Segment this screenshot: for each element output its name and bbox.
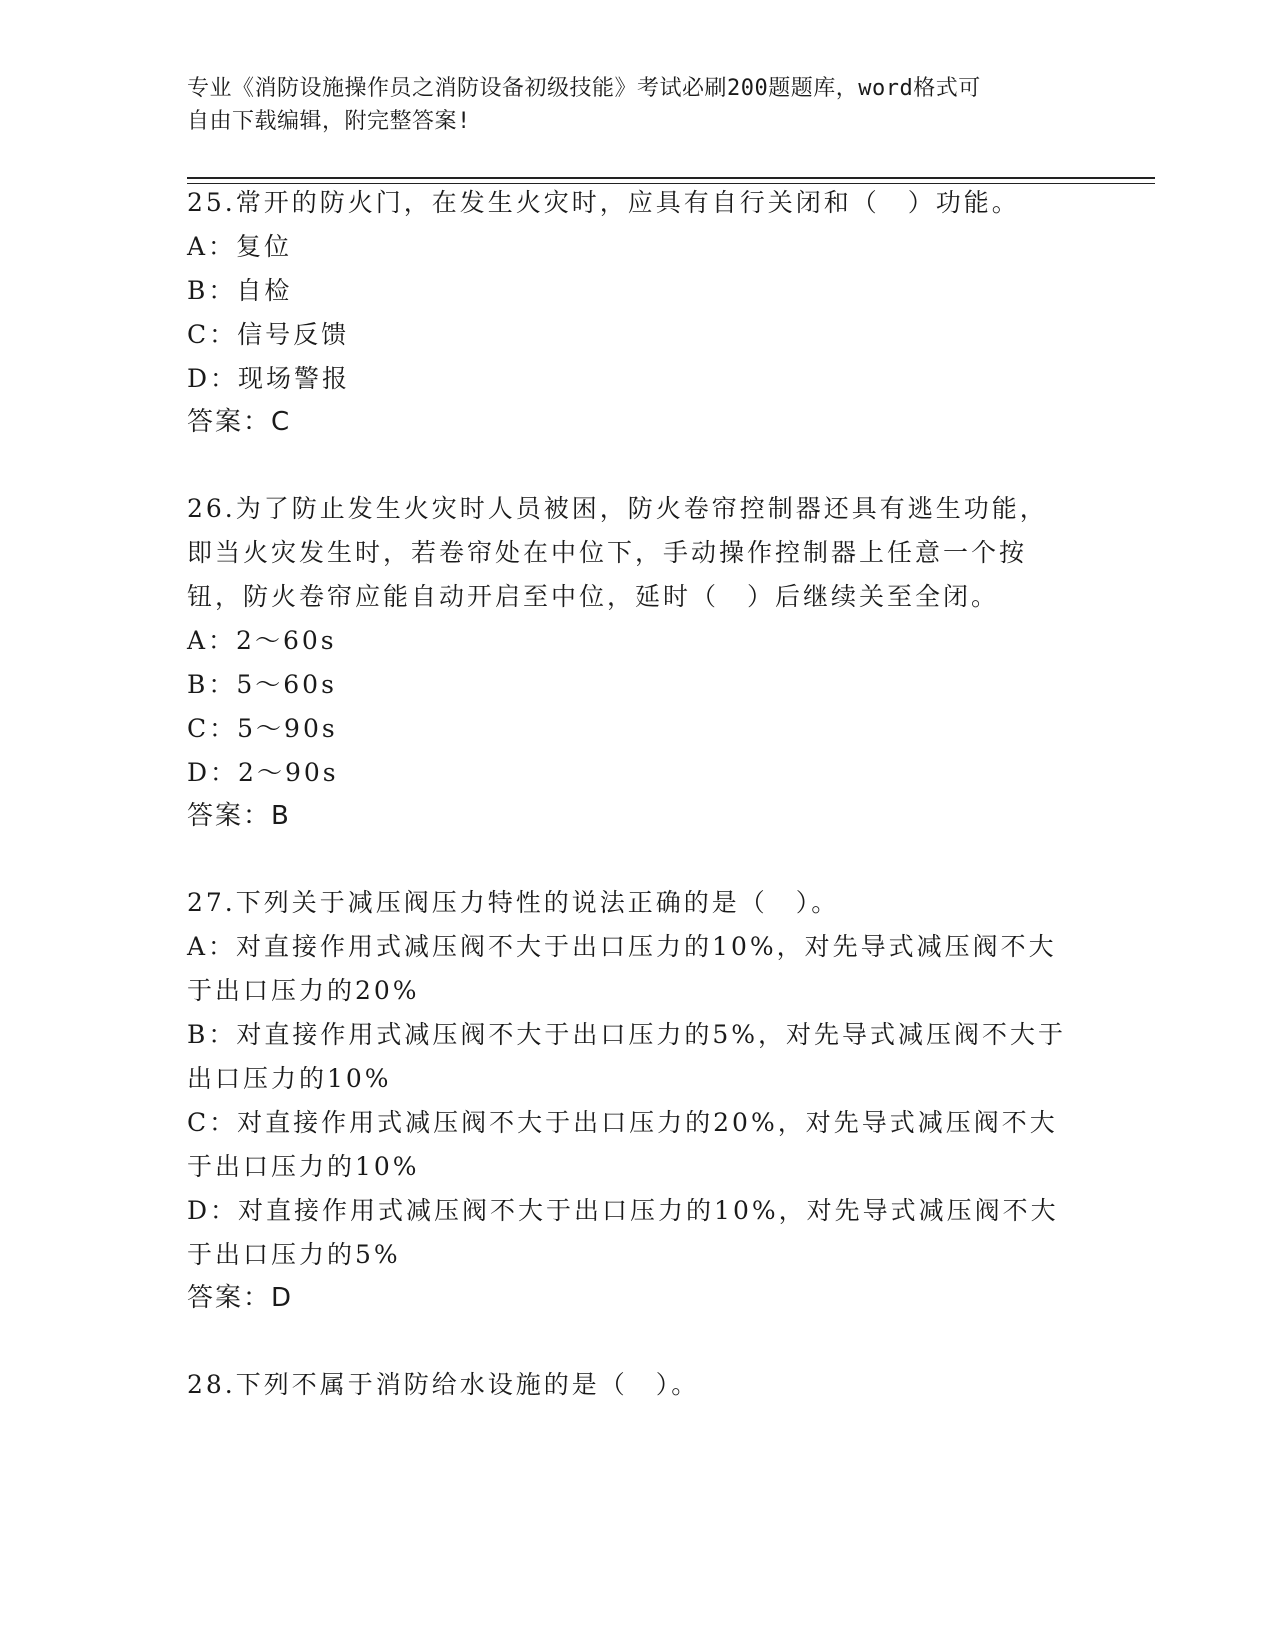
question-25-option-a: A：复位 (187, 232, 293, 261)
question-27-option-d-line-1: D：对直接作用式减压阀不大于出口压力的10%，对先导式减压阀不大 (187, 1196, 1059, 1225)
header-line-1: 专业《消防设施操作员之消防设备初级技能》考试必刷200题题库，word格式可 (187, 76, 981, 101)
question-26-stem-line-3: 钮，防火卷帘应能自动开启至中位，延时（ ）后继续关至全闭。 (187, 582, 1000, 611)
question-27-option-c-line-2: 于出口压力的10% (187, 1152, 420, 1181)
question-26-stem-line-2: 即当火灾发生时，若卷帘处在中位下，手动操作控制器上任意一个按 (187, 538, 1028, 567)
question-25-stem: 25.常开的防火门，在发生火灾时，应具有自行关闭和（ ）功能。 (187, 188, 1020, 217)
question-27-option-b-line-2: 出口压力的10% (187, 1064, 392, 1093)
question-25-answer: 答案：C (187, 407, 292, 437)
header-line-2: 自由下载编辑，附完整答案! (187, 109, 471, 134)
question-26-option-d: D：2～90s (187, 758, 339, 787)
question-26-answer: 答案：B (187, 801, 291, 831)
question-27-answer: 答案：D (187, 1283, 294, 1313)
question-27-option-d-line-2: 于出口压力的5% (187, 1240, 401, 1269)
question-27-option-a-line-2: 于出口压力的20% (187, 976, 420, 1005)
question-26-stem-line-1: 26.为了防止发生火灾时人员被困，防火卷帘控制器还具有逃生功能， (187, 494, 1048, 523)
question-25-option-c: C：信号反馈 (187, 320, 350, 349)
document-header (187, 72, 1067, 138)
question-26-option-c: C：5～90s (187, 714, 338, 743)
question-28-stem: 28.下列不属于消防给水设施的是（ ）。 (187, 1370, 700, 1399)
question-26-option-a: A：2～60s (187, 626, 337, 655)
question-27-option-c-line-1: C：对直接作用式减压阀不大于出口压力的20%，对先导式减压阀不大 (187, 1108, 1058, 1137)
question-27-option-a-line-1: A：对直接作用式减压阀不大于出口压力的10%，对先导式减压阀不大 (187, 932, 1057, 961)
question-25-option-d: D：现场警报 (187, 364, 351, 393)
question-27-stem: 27.下列关于减压阀压力特性的说法正确的是（ ）。 (187, 888, 840, 917)
header-divider (187, 177, 1155, 179)
question-25-option-b: B：自检 (187, 276, 293, 305)
question-26-option-b: B：5～60s (187, 670, 337, 699)
question-27-option-b-line-1: B：对直接作用式减压阀不大于出口压力的5%，对先导式减压阀不大于 (187, 1020, 1067, 1049)
